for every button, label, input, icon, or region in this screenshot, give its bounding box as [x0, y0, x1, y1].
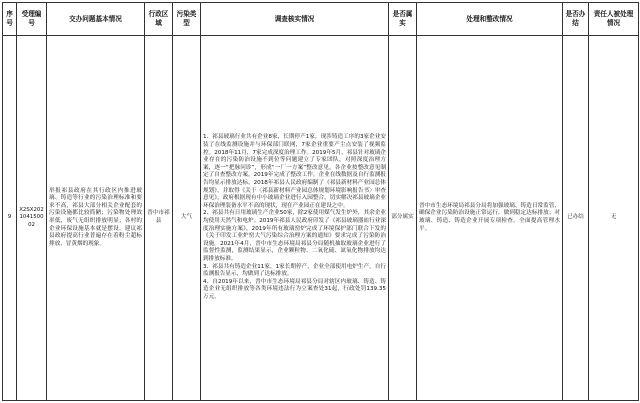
handling-text: 晋中市生态环境局祁县分局将加强玻璃、铸造日常监管，确保企业污染防治设施正常运行，做到稳定达标排放；对玻璃、铸造、铸造企业开展专项检查，全面提高管理水平。 — [419, 202, 560, 232]
cell-issue — [47, 36, 145, 401]
cell-district: 晋中市祁县 — [145, 36, 173, 401]
header-handling: 处理和整改情况 — [417, 3, 563, 36]
cell-responsible: 无 — [589, 36, 639, 401]
header-ref-no: 受理编号 — [17, 3, 47, 36]
cell-closed: 已办结 — [563, 36, 589, 401]
header-issue: 交办问题基本情况 — [47, 3, 145, 36]
investigation-paragraph-1: 1、祁县玻璃行业共有企业8家，长期停产1家，现涉铸造工序的3家企业安装了在线监测设施并与环保部门联网，7家企业重要产尘点安装了视频监控。2018年11月，7家完成深度治理工作。2019年5月，祁县针对玻璃企业存在的污染防治设施不到位等问题建立了专家团队，对照深度治理方案，逐一“把脉问诊”，形成“一厂一方案”整改意见，各企业按整改意见制定了自查整改方案，2019年完成了整改工作。企业在线数据及自行监测报告均显示排放达标。2018年祁县人民政府编制了《祁县新材料产业园总体规划》，并取得《关于〈祁县新材料产业园总体规划环境影响报告书〉审查意见》，政府根据现有中小玻璃企业进行入园整合，切实解决祁县玻璃企业环保治理装备水平不高的现状，现在产业园正在建设之中。 — [203, 134, 386, 209]
cell-investigation — [201, 36, 389, 401]
header-row — [3, 3, 639, 36]
cell-handling — [417, 36, 563, 401]
ref-no-text: X2SX202104150002 — [19, 207, 44, 228]
case-table — [2, 2, 639, 401]
cell-pollution-type: 大气 — [173, 36, 201, 401]
header-seq: 序号 — [3, 3, 17, 36]
header-pollution-type: 污染类型 — [173, 3, 201, 36]
investigation-paragraph-2: 2、祁县共有日用玻璃生产企业50家，除2家使用煤气发生炉外，其余企业均使用天然气和电炉。2019年祁县人民政府印发了《祁县玻璃器皿行业深度治理实施方案》，2019年所有玻璃窑炉完成了环境保护部门联合下发的《关于印发工业炉窑大气污染综合治理方案的通知》要求完成了污染防治设施。2021年4月，晋中市生态环境局祁县分局随机抽取玻璃企业进行了监督性监测，监测结果显示，企业颗粒物、二氧化硫、氮氧化物排放均达到排放标准。 — [203, 210, 386, 262]
header-verified: 是否属实 — [389, 3, 417, 36]
table-row — [3, 36, 639, 401]
header-responsible: 责任人被处理情况 — [589, 3, 639, 36]
header-closed: 是否办结 — [563, 3, 589, 36]
investigation-paragraph-3: 3、祁县共有铸造企业11家，1家长期停产，企业全部使用电炉生产，自行监测报告显示，均做到了达标排放。 — [203, 263, 386, 278]
header-investigation: 调查核实情况 — [201, 3, 389, 36]
cell-verified: 部分属实 — [389, 36, 417, 401]
cell-ref-no — [17, 36, 47, 401]
investigation-paragraph-4: 4、自2019年以来，晋中市生态环境局祁县分局对辖区内玻璃、铸造、铸造企业无组织排放等各类环境违法行为立案查处31起，行政处罚139.35万元。 — [203, 278, 386, 300]
issue-text: 举报祁县政府在其行政区内推进玻璃、铸造等行业的污染治理标准和要求不高，祁县大部分相关企业配套的污染设施都比较简陋；污染物处理效率低，废气无组织排放明显；各村的企业环保设施基本就是摆设。建议祁县政府提高行业普遍存在着粉尘超标排放、冒黄烟的现象。 — [49, 187, 142, 247]
cell-seq: 9 — [3, 36, 17, 401]
header-district: 行政区域 — [145, 3, 173, 36]
